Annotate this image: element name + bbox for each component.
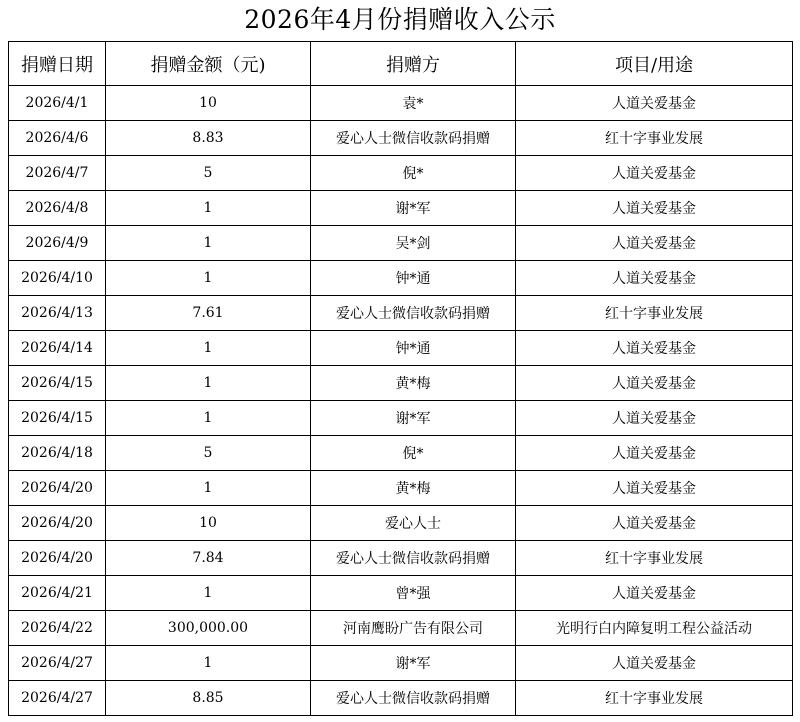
- cell-donor: 黄*梅: [311, 471, 516, 506]
- cell-date: 2026/4/14: [9, 331, 106, 366]
- cell-project: 红十字事业发展: [516, 541, 793, 576]
- cell-amount: 1: [106, 366, 311, 401]
- table-row: [9, 86, 793, 121]
- cell-donor: 谢*军: [311, 401, 516, 436]
- header-date: 捐赠日期: [9, 42, 106, 86]
- cell-donor: 黄*梅: [311, 366, 516, 401]
- cell-amount: 7.61: [106, 296, 311, 331]
- table-row: [9, 191, 793, 226]
- cell-project: 红十字事业发展: [516, 296, 793, 331]
- table-row: [9, 436, 793, 471]
- cell-donor: 爱心人士微信收款码捐赠: [311, 296, 516, 331]
- cell-date: 2026/4/15: [9, 366, 106, 401]
- table-row: [9, 261, 793, 296]
- cell-amount: 8.83: [106, 121, 311, 156]
- cell-project: 人道关爱基金: [516, 226, 793, 261]
- cell-date: 2026/4/9: [9, 226, 106, 261]
- cell-donor: 钟*通: [311, 261, 516, 296]
- cell-amount: 1: [106, 646, 311, 681]
- cell-date: 2026/4/6: [9, 121, 106, 156]
- table-row: [9, 401, 793, 436]
- table-row: [9, 541, 793, 576]
- header-amount: 捐赠金额（元): [106, 42, 311, 86]
- cell-date: 2026/4/22: [9, 611, 106, 646]
- cell-project: 人道关爱基金: [516, 261, 793, 296]
- cell-donor: 爱心人士微信收款码捐赠: [311, 681, 516, 716]
- cell-donor: 谢*军: [311, 191, 516, 226]
- table-row: [9, 506, 793, 541]
- cell-amount: 1: [106, 331, 311, 366]
- page-title: 2026年4月份捐赠收入公示: [244, 5, 556, 34]
- table-row: [9, 366, 793, 401]
- cell-project: 人道关爱基金: [516, 576, 793, 611]
- cell-donor: 吴*剑: [311, 226, 516, 261]
- cell-date: 2026/4/15: [9, 401, 106, 436]
- table-row: [9, 576, 793, 611]
- table-row: [9, 646, 793, 681]
- cell-amount: 300,000.00: [106, 611, 311, 646]
- cell-donor: 曾*强: [311, 576, 516, 611]
- donation-table: [8, 41, 793, 716]
- cell-project: 人道关爱基金: [516, 331, 793, 366]
- cell-amount: 1: [106, 576, 311, 611]
- cell-amount: 8.85: [106, 681, 311, 716]
- cell-amount: 1: [106, 471, 311, 506]
- cell-project: 红十字事业发展: [516, 681, 793, 716]
- cell-amount: 10: [106, 506, 311, 541]
- cell-project: 人道关爱基金: [516, 156, 793, 191]
- cell-project: 人道关爱基金: [516, 86, 793, 121]
- cell-project: 人道关爱基金: [516, 646, 793, 681]
- cell-date: 2026/4/27: [9, 681, 106, 716]
- table-row: [9, 296, 793, 331]
- cell-amount: 1: [106, 191, 311, 226]
- cell-donor: 钟*通: [311, 331, 516, 366]
- table-row: [9, 226, 793, 261]
- cell-date: 2026/4/21: [9, 576, 106, 611]
- cell-donor: 爱心人士微信收款码捐赠: [311, 541, 516, 576]
- cell-amount: 5: [106, 436, 311, 471]
- table-row: [9, 156, 793, 191]
- cell-project: 人道关爱基金: [516, 506, 793, 541]
- cell-donor: 倪*: [311, 156, 516, 191]
- cell-project: 人道关爱基金: [516, 366, 793, 401]
- cell-project: 红十字事业发展: [516, 121, 793, 156]
- table-body: [9, 86, 793, 716]
- cell-amount: 1: [106, 261, 311, 296]
- cell-project: 人道关爱基金: [516, 401, 793, 436]
- cell-date: 2026/4/20: [9, 506, 106, 541]
- cell-project: 人道关爱基金: [516, 436, 793, 471]
- cell-donor: 爱心人士: [311, 506, 516, 541]
- cell-date: 2026/4/13: [9, 296, 106, 331]
- cell-amount: 7.84: [106, 541, 311, 576]
- header-row: [9, 42, 793, 86]
- cell-amount: 5: [106, 156, 311, 191]
- cell-date: 2026/4/1: [9, 86, 106, 121]
- cell-amount: 1: [106, 226, 311, 261]
- cell-date: 2026/4/20: [9, 471, 106, 506]
- header-project: 项目/用途: [516, 42, 793, 86]
- cell-date: 2026/4/8: [9, 191, 106, 226]
- cell-date: 2026/4/27: [9, 646, 106, 681]
- cell-date: 2026/4/7: [9, 156, 106, 191]
- cell-date: 2026/4/10: [9, 261, 106, 296]
- cell-donor: 倪*: [311, 436, 516, 471]
- cell-date: 2026/4/20: [9, 541, 106, 576]
- cell-donor: 袁*: [311, 86, 516, 121]
- table-row: [9, 331, 793, 366]
- cell-amount: 10: [106, 86, 311, 121]
- cell-amount: 1: [106, 401, 311, 436]
- table-row: [9, 121, 793, 156]
- table-row: [9, 611, 793, 646]
- table-header: [9, 42, 793, 86]
- cell-project: 人道关爱基金: [516, 471, 793, 506]
- cell-donor: 谢*军: [311, 646, 516, 681]
- cell-date: 2026/4/18: [9, 436, 106, 471]
- table-row: [9, 471, 793, 506]
- cell-donor: 河南鹰盼广告有限公司: [311, 611, 516, 646]
- cell-project: 光明行白内障复明工程公益活动: [516, 611, 793, 646]
- cell-donor: 爱心人士微信收款码捐赠: [311, 121, 516, 156]
- cell-project: 人道关爱基金: [516, 191, 793, 226]
- table-row: [9, 681, 793, 716]
- header-donor: 捐赠方: [311, 42, 516, 86]
